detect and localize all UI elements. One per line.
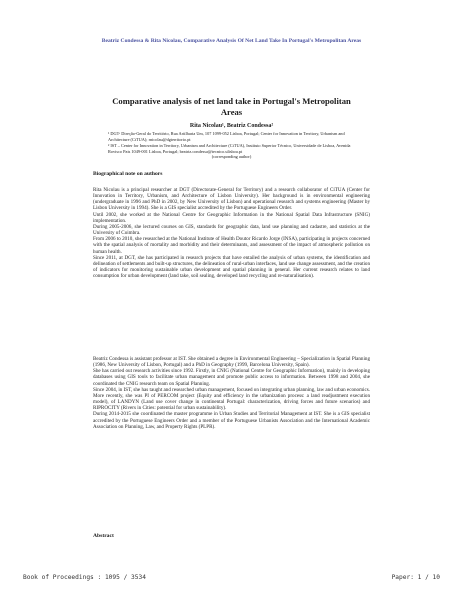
bio-beatriz-condessa — [93, 356, 370, 430]
bio-rita-nicolau — [93, 187, 370, 279]
paper-title-line-1: Comparative analysis of net land take in Portugal's Metropolitan — [112, 96, 351, 106]
bio-paragraph: She has carried out research activities since 1992. Firstly, in CNIG (National Centre for Geographic Information), mainly in developing databases using GIS tools to facilitate urban management and promote public access to information. Between 1998 and 2004, she coordinated the CNIG research team on Spatial Planning. — [93, 368, 370, 387]
paper-title-line-2: Areas — [220, 107, 243, 117]
footer-page-number: Paper: 1 / 10 — [391, 574, 440, 581]
bio-paragraph: Beatriz Condessa is assistant professor at IST. She obtained a degree in Environmental Engineering – Specialization in Spatial Planning (1986, New University of Lisbon, Portugal) and a PhD in Geography (1999, Barcelona University, Spain). — [93, 356, 370, 369]
corresponding-author-note: (corresponding author) — [211, 154, 252, 159]
running-header: Beatriz Condessa & Rita Nicolau, Comparative Analysis Of Net Land Take In Portugal's Metropolitan Areas — [101, 38, 362, 44]
bio-paragraph: During 2014-2015 she coordinated the master programme in Urban Studies and Territorial Management at IST. She is a GIS specialist accredited by the Portuguese Engineers Order and a member of the Portuguese Urbanists Association and the International Academic Association on Planning, Law, and Property Rights (PLPR). — [93, 411, 370, 430]
footer-proceedings: Book of Proceedings : 1095 / 3534 — [23, 574, 146, 581]
authors: Rita Nicolau¹, Beatriz Condessa² — [189, 123, 274, 129]
abstract-heading: Abstract — [93, 533, 114, 539]
bio-paragraph: During 2005-2006, she lectured courses on GIS, standards for geographic data, land use planning and cadastre, and statistics at the University of Coimbra. — [93, 223, 370, 237]
bio-heading: Biographical note on authors — [93, 171, 163, 177]
affiliation-1: ¹ DGT- Direção-Geral do Território, Rua Artilharia Um, 107 1099-052 Lisboa, Portugal; Center for Innovation in Territory, Urbanism and Architecture (CiTUA); rnicolau@dgterritorio.pt — [108, 131, 345, 142]
bio-paragraph: From 2006 to 2010, she researched at the National Institute of Health Doutor Ricardo Jorge (INSA), participating in projects concerned with the spatial analysis of mortality and morbidity and their determinants, and assessment of the impact of atmospheric pollution on human health. — [93, 236, 370, 255]
bio-paragraph: Rita Nicolau is a principal researcher at DGT (Directorate-General for Territory) and a research collaborator of CiTUA (Center for Innovation in Territory, Urbanism, and Architecture of Lisbon University). Her background is in environmental engineering (undergraduate in 1996 and PhD in 2002, by New University of Lisbon) and operational research and systems engineering (Master by Lisbon University in 1994). She is a GIS specialist accredited by the Portuguese Engineers Order. — [93, 187, 370, 212]
paper-title — [80, 96, 383, 118]
bio-paragraph: Since 2004, in IST, she has taught and researched urban management, focused on integrating urban planning, law and urban economics. More recently, she was PI of PERCOM project (Equity and efficiency in the urbanization process: a land readjustment execution model), of LANDYN (Land use cover change in continental Portugal: characterization, driving forces and future scenarios) and RIPROCITY (Rivers in Cities: potential for urban sustainability). — [93, 386, 370, 412]
affiliation-2: ² IST – Center for Innovation in Territory, Urbanism and Architecture (CiTUA), Instituto Superior Técnico, Universidade de Lisboa, Avenida Rovisco Pais 1049-001 Lisboa, Portugal; beatriz.condessa@tecnico.ulisboa.pt — [108, 143, 351, 154]
bio-paragraph: Until 2002, she worked at the National Centre for Geographic Information in the National Spatial Data Infrastructure (SNIG) implementation. — [93, 211, 370, 224]
bio-paragraph: Since 2011, at DGT, she has participated in research projects that have entailed the analysis of urban systems, the identification and delineation of settlements and built-up structures, the delineation of rural-urban interfaces, land use change assessment, and the creation of indicators for monitoring sustainable urban development and spatial planning in general. Her current research relates to land consumption for urban development (land take, soil sealing, developed land recycling and re-naturalisation). — [93, 254, 370, 280]
